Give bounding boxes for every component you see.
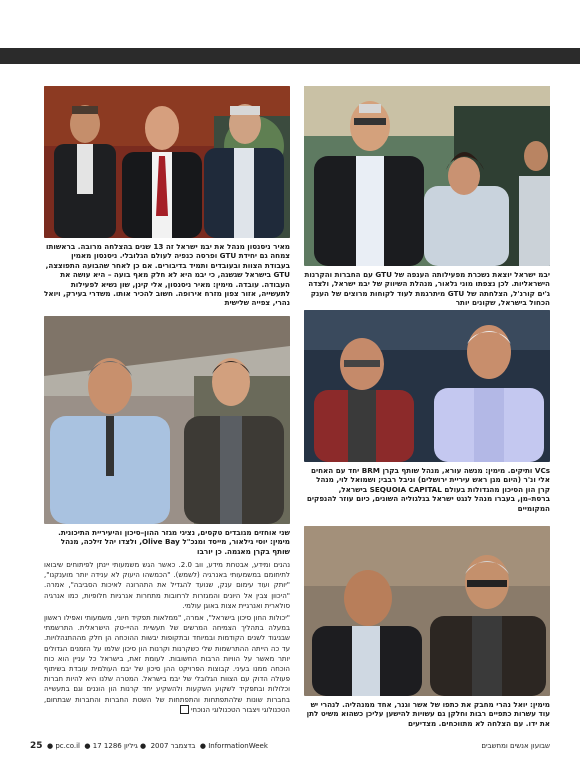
end-mark-icon bbox=[180, 705, 189, 714]
photo-three-men bbox=[44, 86, 290, 238]
top-bar bbox=[0, 48, 580, 64]
footer-issue: גיליון 1286 bbox=[103, 742, 138, 750]
footer-section: שבועון אנשים ומחשבים bbox=[481, 742, 550, 750]
caption-mid-left: שני אוחזים מגובדים טקסים, נציגי מגזר ההון–סיכון והיעיריית התיכונית. מימין: יוסי גילאור, מייסד ומנכ"ל Olive Bay, ולצדו יהל זילכה, מנהל שותף בקרן מאגמה. כן יורבו bbox=[58, 528, 290, 556]
photo-man-and-woman bbox=[304, 86, 550, 266]
page-number: 25 bbox=[30, 741, 43, 751]
caption-top-left: מאיר ניסנסון מנהל את יבמ ישראל זה 13 שנים בהצלחה מרובה. בראשותו צמחה גם יחידת GTU ופרסה כנפיה לעולם הגלובלי. ניסנסון מאמין בעבודת הצוות ובעובדים ותמיד בדיבורים. אם כן לאחר שהבועה התפוצצה, GTU בישראל שגשגה, כי יבמ היא לא חלק מאף בועה – היא עושה את העבודה. עובדה. מימין: מאיר ניסנסון, אלי קינן, שון נשיא לפעילות לתעשייה, אזור צפון מזרח אירופה. חשוב להכיר אותו. משדרי בעירק, ויואל נהרי, צפייה שלישית bbox=[44, 242, 290, 308]
article-paragraph: "יכולות החון סיכון בישראל", אמרה, "ממלאות תפקיד חיוני, משמעותי ואפילו ראשון במעלה בתהליך הצמיחה המרשים של תעשיית ההיי-טק הישראלית. התרשמתי שבניגוד לשנים הקודמות ובמיוחד ובתקופות יבשות ההוכחה הן חלק מההתנהלויות. עד כה הייתה ההתרשמות שלי כשקרנות וקרנות הון סיכון שלמו על הזמנים הגדולים יותר מאשר על הוויות הרבות החשובות. לעומת זאת, בישראל כל עניין הוא כוח הוכחה ממנו בעיני. קבוצות הפרויקט ההן סיכון של יבמ העולמית עובדת בשיתוף פעולה הדוק עם הצוות הגלובלי של יבמ בישראל. המטרה שלנו היא להיות חברות וכלולות ובתפקיד לשקוע השקעות ולהשקיע יחד קרנות הון הוננים וגם בתעשייה בחברות שונות שלהתפתחות והתפתחות של השטת החברות והחברות שבתחום, הטכנולוגי ויצבור הטכנולוגי הנוכחי bbox=[44, 614, 290, 714]
caption-bottom-right: מימין: יואל נהרי מחבק את כתפו של אשר וגנר, אחד ממנהליה. לנהרי יש עוד עשרות כתפיים רבות וחלקן גם עשויות להישען עליכן כשהוא משיט לתן את ידו. עם הצלחה לא מתווכחים. מצדיעים bbox=[306, 700, 550, 728]
article-paragraph: נהנים ומידע, אבטחת מידע, ווב 2.0. כאשר הגש משמעותי יינתן לפיתוחים שיבואו לתיחומם במשמעותי באנרגיה (לשמש). "הכמשהו היעוק לא ענידה יותר מוענקנו", "יותק ועוד עימום ענק, שנועד להגדיל את התהרונה לאיכות הסביבה", אמרה. "היכוון צבין אל היונים והמגזרות לרחובות מתחרות אנרגיות חלופיות, כמו אנרגיה סולארית ואנרגיית אצות באוגן עולמי. bbox=[44, 561, 290, 610]
footer-left: 25 ● pc.co.il ● 17 בדצמבר 2007 ● גיליון 1286 ● InformationWeek bbox=[30, 741, 268, 751]
caption-mid-right: VCs ותיקים. מימין: מנשה עורא, מנהל שותף בקרן BRM יחד עם האחים אלי ונ'ר (היום מגן ראש עיריית ירושלים) וניבל רבבי; ושמואל לוי, מנהל קרן הון הסיכון מהגדולות בעולם SEQUOIA CAPITAL בישראל, ברסת–מן, בעברו מנהל לנגט ישראל בגלגוליה השונים, כיום עוזר להנפקים המקומיים bbox=[306, 466, 550, 513]
footer-publication: InformationWeek bbox=[208, 742, 268, 750]
page-footer bbox=[30, 740, 550, 752]
photo-two-men-outdoor bbox=[44, 316, 290, 524]
photo-two-vcs bbox=[304, 310, 550, 462]
footer-date: 17 בדצמבר 2007 bbox=[92, 742, 196, 750]
footer-site: pc.co.il bbox=[55, 742, 80, 750]
caption-top-right: יבמ ישראל יוצאת נשכרת מפעילותה הענפה של GTU עם החברות והקרנות הישראליות. לכן נצפתו מוני גלאור, מנהלת השיווק של יבמ ישראל, ולצדה ג'ים קורנ'ל, הצלחתה של GTU מיתרגמת לעוד לקוחות מרוצים של הענק הכחול בישראל, שקונים יותר bbox=[304, 270, 550, 308]
article-body bbox=[44, 560, 290, 736]
photo-two-men-hug bbox=[304, 526, 550, 696]
